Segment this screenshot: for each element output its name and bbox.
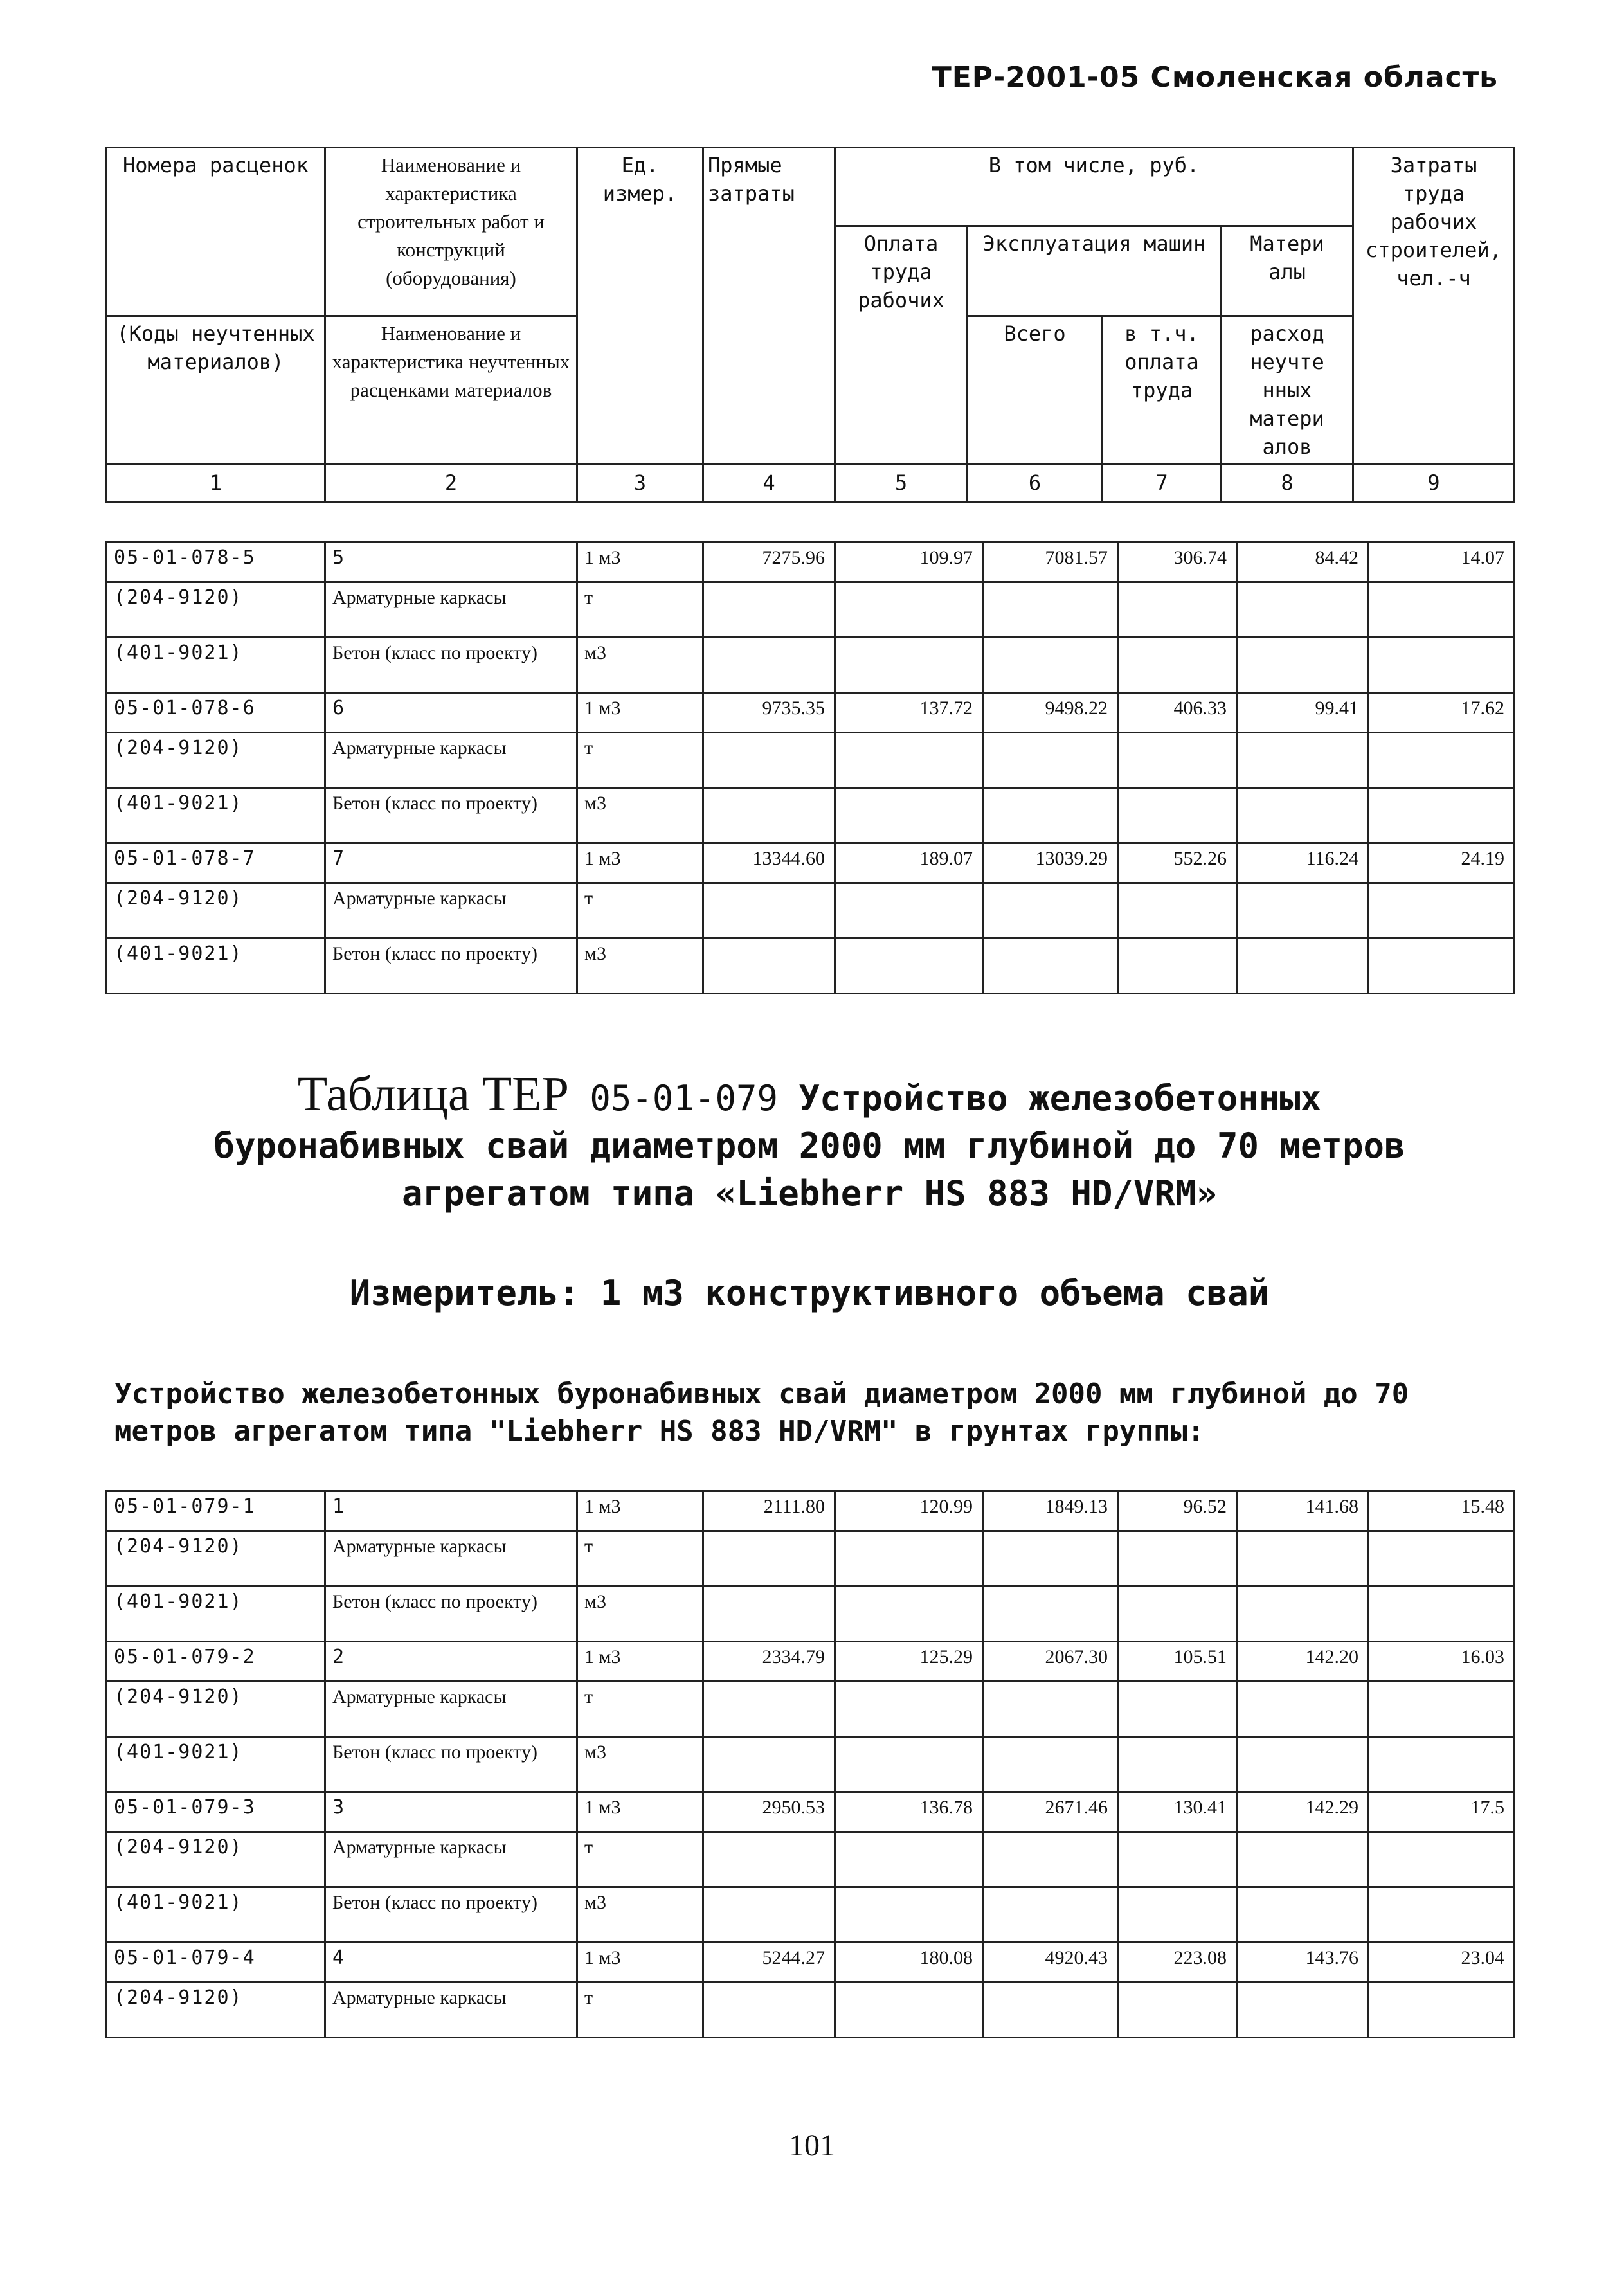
value-cell: 17.5 — [1369, 1792, 1515, 1832]
value-cell — [703, 1587, 835, 1642]
work-name-cell: Арматурные каркасы — [325, 582, 577, 638]
value-cell: 136.78 — [835, 1792, 983, 1832]
unit-cell: т — [577, 1832, 703, 1887]
rate-code-cell: 05-01-079-1 — [107, 1491, 325, 1531]
table-row — [107, 582, 1515, 638]
col-number: 3 — [577, 465, 703, 502]
col-number: 4 — [703, 465, 835, 502]
rate-code-cell: (401-9021) — [107, 1887, 325, 1943]
value-cell — [703, 939, 835, 994]
value-cell — [1237, 883, 1369, 939]
value-cell — [1237, 733, 1369, 788]
work-name-cell: Арматурные каркасы — [325, 1682, 577, 1737]
value-cell — [1369, 883, 1515, 939]
value-cell — [703, 1682, 835, 1737]
value-cell: 116.24 — [1237, 843, 1369, 883]
table-row — [107, 638, 1515, 693]
work-name-cell: 2 — [325, 1642, 577, 1682]
work-name-cell: Бетон (класс по проекту) — [325, 638, 577, 693]
table-row — [107, 1531, 1515, 1587]
value-cell — [983, 939, 1118, 994]
value-cell — [983, 1887, 1118, 1943]
value-cell — [703, 638, 835, 693]
value-cell — [1237, 1587, 1369, 1642]
value-cell — [983, 1587, 1118, 1642]
value-cell — [703, 1983, 835, 2038]
value-cell — [703, 582, 835, 638]
rate-code-cell: (401-9021) — [107, 788, 325, 843]
value-cell: 306.74 — [1118, 543, 1237, 582]
table-row — [107, 1491, 1515, 1531]
unit-cell: 1 м3 — [577, 1792, 703, 1832]
col6-header: Всего — [968, 316, 1103, 465]
col2-header: Наименование и характеристика строительных работ и конструкций (оборудования) — [325, 148, 577, 316]
value-cell — [1369, 1737, 1515, 1792]
value-cell — [983, 582, 1118, 638]
table-row — [107, 1832, 1515, 1887]
value-cell: 2950.53 — [703, 1792, 835, 1832]
work-name-cell: Арматурные каркасы — [325, 1832, 577, 1887]
column-header-table — [105, 147, 1515, 503]
value-cell — [1369, 733, 1515, 788]
col8-header: Матери алы — [1222, 226, 1353, 316]
work-name-cell: Арматурные каркасы — [325, 1983, 577, 2038]
value-cell: 99.41 — [1237, 693, 1369, 733]
value-cell: 2067.30 — [983, 1642, 1118, 1682]
rates-table-079 — [105, 1490, 1515, 2038]
value-cell — [703, 1737, 835, 1792]
table-row — [107, 788, 1515, 843]
value-cell — [1237, 788, 1369, 843]
col7-header: в т.ч. оплата труда — [1103, 316, 1222, 465]
col-number: 1 — [107, 465, 325, 502]
col-number: 9 — [1353, 465, 1515, 502]
value-cell: 2334.79 — [703, 1642, 835, 1682]
value-cell: 9498.22 — [983, 693, 1118, 733]
table-title-code: 05-01-079 — [590, 1078, 778, 1119]
value-cell — [703, 1887, 835, 1943]
unit-cell: 1 м3 — [577, 843, 703, 883]
table-row — [107, 1587, 1515, 1642]
value-cell — [835, 883, 983, 939]
unit-cell: м3 — [577, 1587, 703, 1642]
value-cell: 84.42 — [1237, 543, 1369, 582]
col9-header: Затраты труда рабочих строителей, чел.-ч — [1353, 148, 1515, 465]
unit-cell: т — [577, 1531, 703, 1587]
unit-cell: м3 — [577, 788, 703, 843]
value-cell: 15.48 — [1369, 1491, 1515, 1531]
value-cell — [835, 582, 983, 638]
rates-table-078 — [105, 541, 1515, 994]
value-cell: 17.62 — [1369, 693, 1515, 733]
value-cell — [835, 939, 983, 994]
value-cell: 130.41 — [1118, 1792, 1237, 1832]
value-cell — [1118, 939, 1237, 994]
unit-cell: т — [577, 883, 703, 939]
value-cell — [835, 733, 983, 788]
value-cell: 189.07 — [835, 843, 983, 883]
value-cell: 2671.46 — [983, 1792, 1118, 1832]
rate-code-cell: 05-01-078-6 — [107, 693, 325, 733]
unit-cell: м3 — [577, 638, 703, 693]
value-cell — [1118, 788, 1237, 843]
value-cell: 105.51 — [1118, 1642, 1237, 1682]
rates-table-079-body — [107, 1491, 1515, 2038]
value-cell: 406.33 — [1118, 693, 1237, 733]
rate-code-cell: (204-9120) — [107, 1531, 325, 1587]
value-cell — [1118, 733, 1237, 788]
value-cell — [835, 1531, 983, 1587]
rate-code-cell: 05-01-079-4 — [107, 1943, 325, 1983]
value-cell: 13039.29 — [983, 843, 1118, 883]
value-cell — [1369, 1832, 1515, 1887]
work-name-cell: 6 — [325, 693, 577, 733]
value-cell — [703, 1832, 835, 1887]
unit-cell: 1 м3 — [577, 1943, 703, 1983]
section-intro: Устройство железобетонных буронабивных свай диаметром 2000 мм глубиной до 70 метров агрегатом типа "Liebherr HS 883 HD/VRM" в грунтах группы: — [114, 1378, 1409, 1448]
unit-cell: м3 — [577, 939, 703, 994]
value-cell — [983, 1737, 1118, 1792]
col4-header: Прямые затраты — [703, 148, 835, 465]
value-cell: 4920.43 — [983, 1943, 1118, 1983]
rate-code-cell: 05-01-079-3 — [107, 1792, 325, 1832]
work-name-cell: 7 — [325, 843, 577, 883]
value-cell: 125.29 — [835, 1642, 983, 1682]
value-cell — [835, 1887, 983, 1943]
unit-cell: т — [577, 1682, 703, 1737]
rate-code-cell: (401-9021) — [107, 1587, 325, 1642]
value-cell — [1237, 1983, 1369, 2038]
work-name-cell: 3 — [325, 1792, 577, 1832]
value-cell: 7081.57 — [983, 543, 1118, 582]
value-cell — [835, 788, 983, 843]
value-cell — [835, 1832, 983, 1887]
value-cell — [1237, 1887, 1369, 1943]
work-name-cell: 1 — [325, 1491, 577, 1531]
rate-code-cell: (204-9120) — [107, 1832, 325, 1887]
value-cell: 223.08 — [1118, 1943, 1237, 1983]
work-name-cell: Бетон (класс по проекту) — [325, 1887, 577, 1943]
value-cell — [1237, 1682, 1369, 1737]
table-row — [107, 1792, 1515, 1832]
table-row — [107, 1682, 1515, 1737]
value-cell — [983, 1531, 1118, 1587]
value-cell — [1237, 582, 1369, 638]
value-cell — [1369, 788, 1515, 843]
measure-unit: Измеритель: 1 м3 конструктивного объема свай — [349, 1273, 1270, 1313]
value-cell — [1369, 1682, 1515, 1737]
table-title-line1: Устройство железобетонных — [798, 1078, 1322, 1119]
rate-code-cell: (204-9120) — [107, 883, 325, 939]
col5-header: Оплата труда рабочих — [835, 226, 968, 465]
value-cell — [703, 883, 835, 939]
rate-code-cell: 05-01-079-2 — [107, 1642, 325, 1682]
unit-cell: 1 м3 — [577, 1491, 703, 1531]
table-row — [107, 1737, 1515, 1792]
value-cell: 137.72 — [835, 693, 983, 733]
work-name-cell: 5 — [325, 543, 577, 582]
col-number: 6 — [968, 465, 1103, 502]
value-cell: 96.52 — [1118, 1491, 1237, 1531]
value-cell — [983, 1832, 1118, 1887]
work-name-cell: Арматурные каркасы — [325, 733, 577, 788]
value-cell — [1118, 1832, 1237, 1887]
value-cell: 109.97 — [835, 543, 983, 582]
unit-cell: т — [577, 1983, 703, 2038]
rate-code-cell: (204-9120) — [107, 1983, 325, 2038]
rate-code-cell: (401-9021) — [107, 1737, 325, 1792]
work-name-cell: Бетон (класс по проекту) — [325, 1737, 577, 1792]
rate-code-cell: (401-9021) — [107, 939, 325, 994]
table-row — [107, 1642, 1515, 1682]
rates-table-078-body — [107, 543, 1515, 994]
value-cell — [983, 733, 1118, 788]
table-row — [107, 733, 1515, 788]
table-row — [107, 1943, 1515, 1983]
rate-code-cell: (204-9120) — [107, 733, 325, 788]
value-cell: 1849.13 — [983, 1491, 1118, 1531]
value-cell — [1118, 1983, 1237, 2038]
col-number: 8 — [1222, 465, 1353, 502]
table-row — [107, 883, 1515, 939]
col-number: 5 — [835, 465, 968, 502]
table-title-prefix: Таблица ТЕР — [297, 1067, 569, 1121]
work-name-cell: Арматурные каркасы — [325, 1531, 577, 1587]
unit-cell: т — [577, 582, 703, 638]
value-cell — [1118, 582, 1237, 638]
value-cell — [703, 788, 835, 843]
value-cell — [983, 1682, 1118, 1737]
work-name-cell: 4 — [325, 1943, 577, 1983]
unit-cell: 1 м3 — [577, 693, 703, 733]
col3-header: Ед. измер. — [577, 148, 703, 465]
value-cell — [835, 1737, 983, 1792]
table-row — [107, 693, 1515, 733]
col1-subheader: (Коды неучтенных материалов) — [107, 316, 325, 465]
table-row — [107, 1983, 1515, 2038]
table-title — [105, 1067, 1513, 1218]
rate-code-cell: (204-9120) — [107, 1682, 325, 1737]
col1-header: Номера расценок — [107, 148, 325, 316]
value-cell — [703, 733, 835, 788]
work-name-cell: Бетон (класс по проекту) — [325, 939, 577, 994]
value-cell — [1118, 1682, 1237, 1737]
unit-cell: т — [577, 733, 703, 788]
value-cell — [1118, 1737, 1237, 1792]
page-header: ТЕР-2001-05 Смоленская область — [932, 61, 1498, 94]
unit-cell: 1 м3 — [577, 543, 703, 582]
value-cell: 142.29 — [1237, 1792, 1369, 1832]
unit-cell: 1 м3 — [577, 1642, 703, 1682]
value-cell — [1237, 939, 1369, 994]
machines-header: Эксплуатация машин — [968, 226, 1222, 316]
value-cell — [1369, 582, 1515, 638]
including-header: В том числе, руб. — [835, 148, 1353, 226]
value-cell — [1237, 638, 1369, 693]
value-cell — [1118, 1531, 1237, 1587]
value-cell: 9735.35 — [703, 693, 835, 733]
value-cell — [835, 1983, 983, 2038]
value-cell: 16.03 — [1369, 1642, 1515, 1682]
col-number: 2 — [325, 465, 577, 502]
value-cell: 2111.80 — [703, 1491, 835, 1531]
value-cell: 14.07 — [1369, 543, 1515, 582]
value-cell — [1118, 1587, 1237, 1642]
work-name-cell: Бетон (класс по проекту) — [325, 1587, 577, 1642]
rate-code-cell: (401-9021) — [107, 638, 325, 693]
unit-cell: м3 — [577, 1887, 703, 1943]
value-cell — [1369, 1983, 1515, 2038]
value-cell: 552.26 — [1118, 843, 1237, 883]
page-number: 101 — [789, 2128, 835, 2163]
value-cell — [1118, 638, 1237, 693]
value-cell — [1118, 1887, 1237, 1943]
table-row — [107, 939, 1515, 994]
table-row — [107, 1887, 1515, 1943]
value-cell — [1369, 1587, 1515, 1642]
value-cell — [983, 883, 1118, 939]
col8-subheader: расход неучте нных матери алов — [1222, 316, 1353, 465]
value-cell: 13344.60 — [703, 843, 835, 883]
value-cell — [1118, 883, 1237, 939]
value-cell — [983, 788, 1118, 843]
value-cell: 7275.96 — [703, 543, 835, 582]
value-cell: 141.68 — [1237, 1491, 1369, 1531]
value-cell: 180.08 — [835, 1943, 983, 1983]
table-title-line2: буронабивных свай диаметром 2000 мм глубиной до 70 метров — [213, 1126, 1405, 1166]
value-cell — [835, 1682, 983, 1737]
value-cell: 5244.27 — [703, 1943, 835, 1983]
value-cell — [703, 1531, 835, 1587]
value-cell — [983, 638, 1118, 693]
col-number: 7 — [1103, 465, 1222, 502]
value-cell — [1369, 1531, 1515, 1587]
work-name-cell: Бетон (класс по проекту) — [325, 788, 577, 843]
col2-subheader: Наименование и характеристика неучтенных расценками материалов — [325, 316, 577, 465]
value-cell: 23.04 — [1369, 1943, 1515, 1983]
value-cell — [1369, 638, 1515, 693]
unit-cell: м3 — [577, 1737, 703, 1792]
value-cell: 120.99 — [835, 1491, 983, 1531]
value-cell — [1237, 1531, 1369, 1587]
rate-code-cell: (204-9120) — [107, 582, 325, 638]
rate-code-cell: 05-01-078-5 — [107, 543, 325, 582]
table-title-line3: агрегатом типа «Liebherr HS 883 HD/VRM» — [402, 1173, 1217, 1214]
value-cell — [835, 1587, 983, 1642]
value-cell: 142.20 — [1237, 1642, 1369, 1682]
table-row — [107, 843, 1515, 883]
value-cell — [983, 1983, 1118, 2038]
value-cell — [1369, 1887, 1515, 1943]
value-cell — [1237, 1832, 1369, 1887]
value-cell: 24.19 — [1369, 843, 1515, 883]
value-cell — [1369, 939, 1515, 994]
work-name-cell: Арматурные каркасы — [325, 883, 577, 939]
rate-code-cell: 05-01-078-7 — [107, 843, 325, 883]
value-cell — [835, 638, 983, 693]
value-cell: 143.76 — [1237, 1943, 1369, 1983]
table-row — [107, 543, 1515, 582]
value-cell — [1237, 1737, 1369, 1792]
